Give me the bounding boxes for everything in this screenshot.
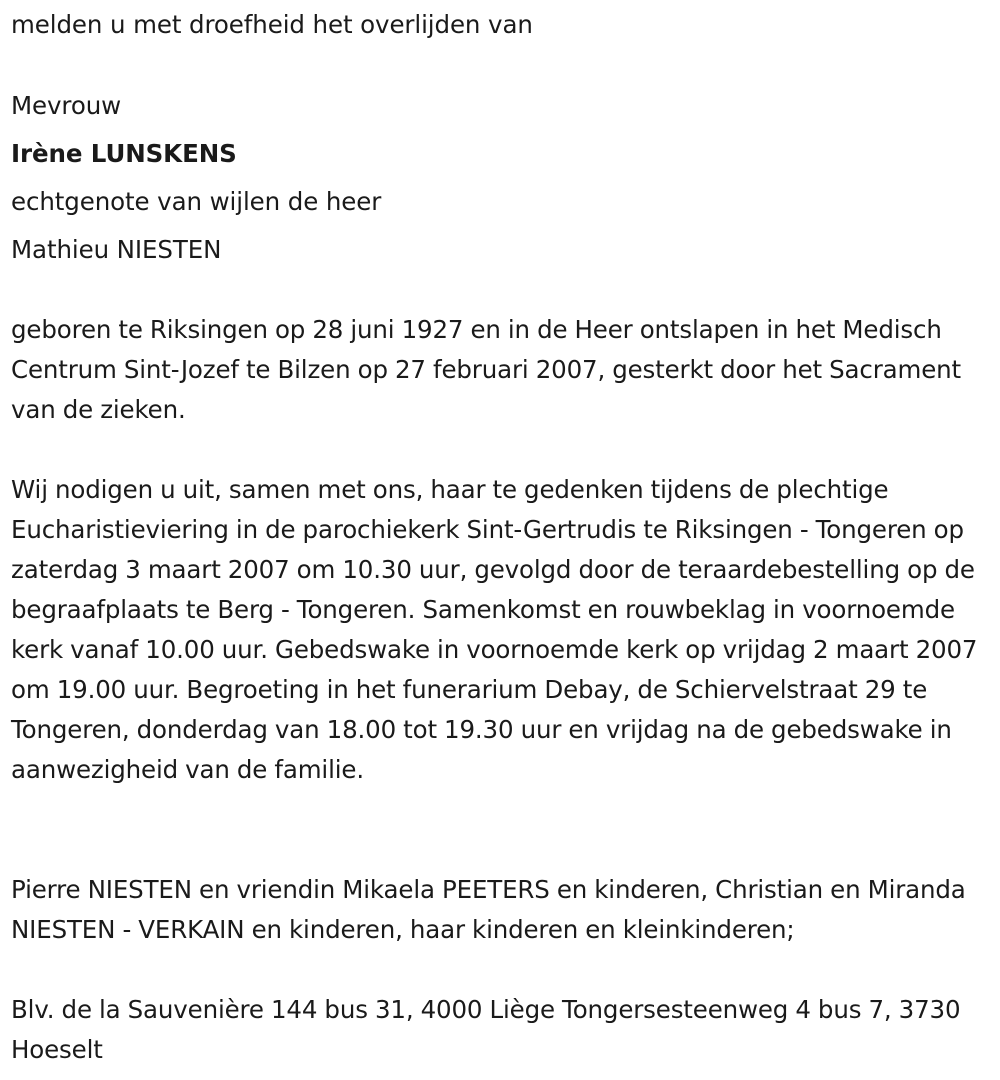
birth-death-paragraph: geboren te Riksingen op 28 juni 1927 en in de Heer ontslapen in het Medisch Centrum Sint-Jozef te Bilzen op 27 februari 2007, gesterkt door het Sacrament van de zieken. <box>11 315 961 424</box>
intro-text: melden u met droefheid het overlijden van <box>11 10 533 39</box>
spouse-name: Mathieu NIESTEN <box>11 235 222 264</box>
deceased-name: Irène LUNSKENS <box>11 139 237 168</box>
family-paragraph: Pierre NIESTEN en vriendin Mikaela PEETERS en kinderen, Christian en Miranda NIESTEN - VERKAIN en kinderen, haar kinderen en kleinkinderen; <box>11 875 966 944</box>
deceased-title: Mevrouw <box>11 91 122 120</box>
address-paragraph: Blv. de la Sauvenière 144 bus 31, 4000 Liège Tongersesteenweg 4 bus 7, 3730 Hoeselt <box>11 995 961 1064</box>
funeral-invitation-paragraph: Wij nodigen u uit, samen met ons, haar te gedenken tijdens de plechtige Eucharistieviering in de parochiekerk Sint-Gertrudis te Riksingen - Tongeren op zaterdag 3 maart 2007 om 10.30 uur, gevolgd door de teraardebestelling op de begraafplaats te Berg - Tongeren. Samenkomst en rouwbeklag in voornoemde kerk vanaf 10.00 uur. Gebedswake in voornoemde kerk op vrijdag 2 maart 2007 om 19.00 uur. Begroeting in het funerarium Debay, de Schiervelstraat 29 te Tongeren, donderdag van 18.00 tot 19.30 uur en vrijdag na de gebedswake in aanwezigheid van de familie. <box>11 475 978 784</box>
spouse-label: echtgenote van wijlen de heer <box>11 187 382 216</box>
